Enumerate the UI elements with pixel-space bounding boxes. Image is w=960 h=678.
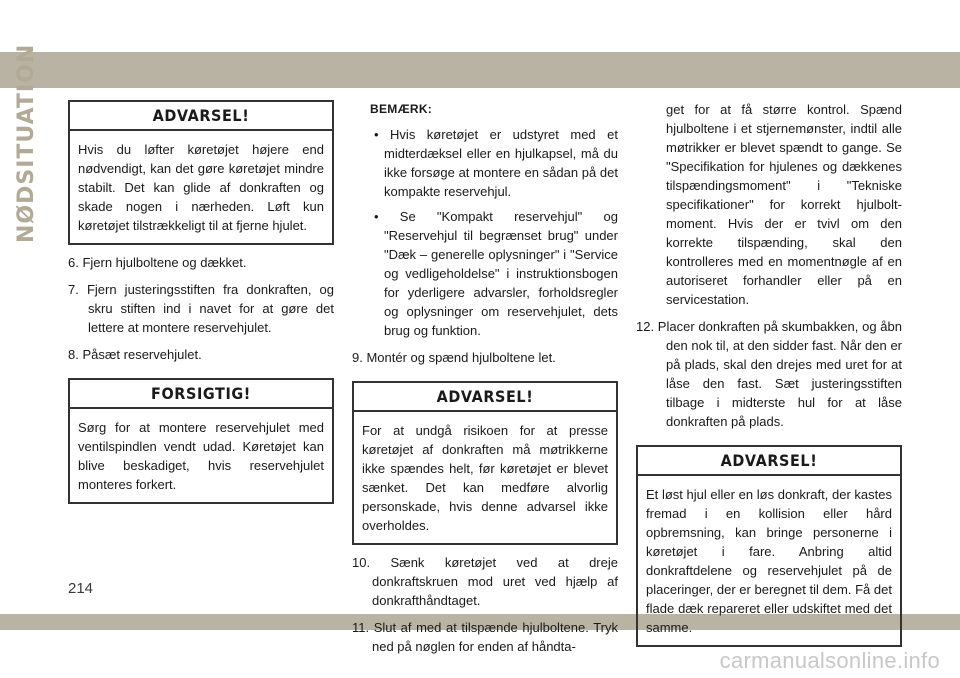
- column-3: [636, 100, 902, 647]
- column-2: [352, 100, 618, 656]
- warning-text: Hvis du løfter køretøjet højere end nødvendigt, kan det gøre køretøjet mindre stabilt. Det kan glide af donkraften og skade nogen i nærheden. Løft kun køretøjet tilstrækkeligt til at fjerne hjulet.: [78, 142, 324, 233]
- note-bullet-1: • Hvis køretøjet er udstyret med et midterdæksel eller en hjulkapsel, må du ikke forsøge at montere en sådan på det kompakte reservehjul.: [374, 127, 618, 199]
- watermark: carmanualsonline.info: [719, 648, 940, 673]
- step-8: 8. Påsæt reservehjulet.: [68, 347, 202, 362]
- caution-box: [68, 378, 334, 504]
- warning-box: [352, 381, 618, 545]
- step-12: 12. Placer donkraften på skumbakken, og åbn den nok til, at den sidder fast. Når den er på plads, skal den drejes med uret for at låse den fast. Sæt justeringsstiften tilbage i midterste hul for at låse donkraften på plads.: [636, 319, 902, 429]
- step-9: 9. Montér og spænd hjulboltene let.: [352, 350, 556, 365]
- step-7: 7. Fjern justeringsstiften fra donkraften, og skru stiften ind i navet for at gøre det lettere at montere reservehjulet.: [68, 282, 334, 335]
- warning-text: Et løst hjul eller en løs donkraft, der kastes fremad i en kollision eller hård opbremsning, kan bringe personerne i køretøjet i fare. Anbring altid donkraftdelene og reservehjulet på de placeringer, der er beregnet til dem. Få det flade dæk repareret eller udskiftet med det samme.: [646, 487, 892, 635]
- column-1: [68, 100, 334, 504]
- warning-text: For at undgå risikoen for at presse køretøjet af donkraften må møtrikkerne ikke spændes helt, før køretøjet er blevet sænket. Det kan medføre alvorlig personskade, hvis denne advarsel ikke overholdes.: [362, 423, 608, 533]
- step-11: 11. Slut af med at tilspænde hjulboltene. Tryk ned på nøglen for enden af håndta-: [352, 620, 618, 654]
- note-bullet-2: • Se "Kompakt reservehjul" og "Reservehjul til begrænset brug" under "Dæk – generelle oplysninger" i "Service og vedligeholdelse" i instruktionsbogen for yderligere advarsler, forholdsregler og oplysninger om reservehjulet, dets brug og funktion.: [374, 209, 618, 338]
- caution-title: FORSIGTIG!: [70, 380, 332, 409]
- step-11-continued: get for at få større kontrol. Spænd hjulboltene i et stjernemønster, indtil alle møtrikker er blevet spændt to gange. Se "Specifikation for hjulenes og dækkenes tilspændingsmoment" i "Tekniske specifikationer" for korrekt hjulbolt-moment. Hvis der er tvivl om den korrekte tilspænding, skal den kontrolleres med en momentnøgle af en autoriseret forhandler eller på en servicestation.: [666, 102, 902, 307]
- step-10: 10. Sænk køretøjet ved at dreje donkraftskruen mod uret ved hjælp af donkrafthåndtaget.: [352, 555, 618, 608]
- warning-box: [636, 445, 902, 647]
- warning-title: ADVARSEL!: [70, 102, 332, 131]
- warning-box: [68, 100, 334, 245]
- page-number: 214: [68, 580, 94, 597]
- warning-title: ADVARSEL!: [354, 383, 616, 412]
- step-6: 6. Fjern hjulboltene og dækket.: [68, 255, 247, 270]
- caution-text: Sørg for at montere reservehjulet med ventilspindlen vendt udad. Køretøjet kan blive beskadiget, hvis reservehjulet monteres forkert.: [78, 420, 324, 492]
- warning-title: ADVARSEL!: [638, 447, 900, 476]
- header-band: [0, 52, 960, 88]
- section-side-label: NØDSITUATION: [14, 43, 39, 243]
- note-title: BEMÆRK:: [370, 102, 433, 116]
